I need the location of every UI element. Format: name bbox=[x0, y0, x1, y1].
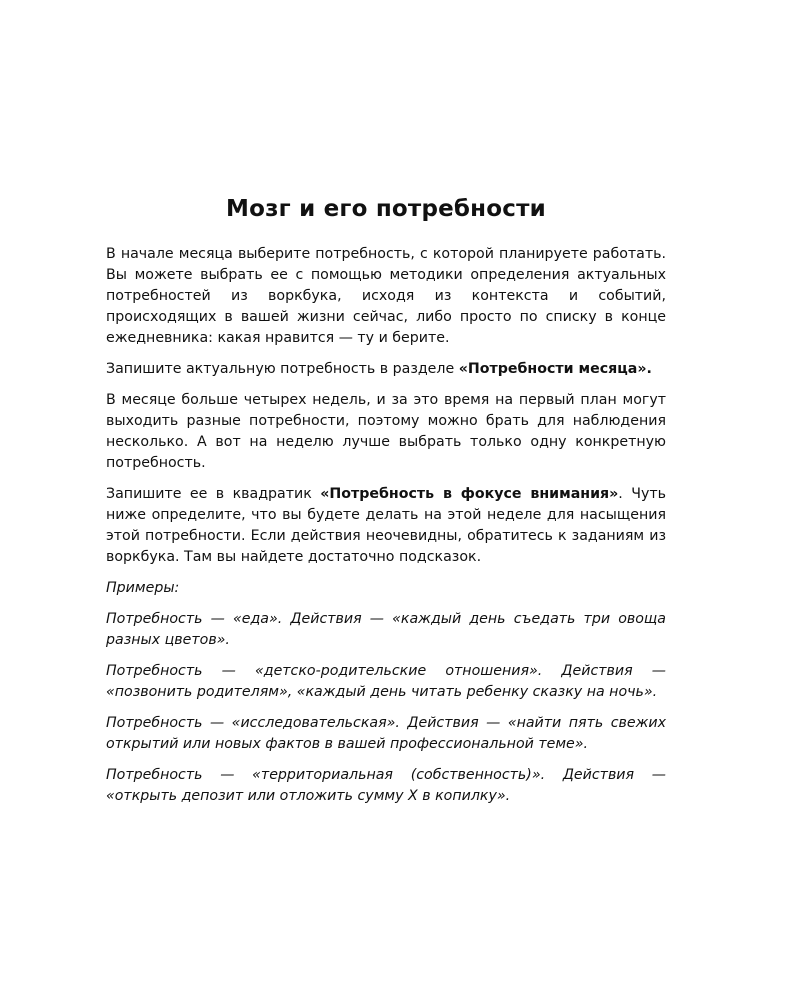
example-item: Потребность — «исследовательская». Действия — «найти пять свежих открытий или новых фактов в вашей профессиональной теме». bbox=[106, 715, 666, 752]
paragraph-focus-need-rest: . Чуть ниже определите, что вы будете делать на этой неделе для насыщения этой потребности. Если действия неочевидны, обратитесь к заданиям из воркбука. Там вы найдете достаточно подсказок. bbox=[106, 486, 666, 565]
paragraph-focus-need-text: Запишите ее в квадратик bbox=[106, 486, 321, 502]
monthly-needs-section-name: «Потребности месяца». bbox=[458, 361, 652, 377]
example-item: Потребность — «территориальная (собственность)». Действия — «открыть депозит или отложить сумму Х в копилку». bbox=[106, 767, 666, 804]
page-content bbox=[106, 196, 666, 817]
example-item: Потребность — «детско-родительские отношения». Действия — «позвонить родителям», «каждый день читать ребенку сказку на ночь». bbox=[106, 663, 666, 700]
paragraph-weeks: В месяце больше четырех недель, и за это время на первый план могут выходить разные потребности, поэтому можно брать для наблюдения несколько. А вот на неделю лучше выбрать только одну конкретную потребность. bbox=[106, 392, 666, 471]
paragraph-focus-need bbox=[106, 484, 666, 568]
focus-need-box-name: «Потребность в фокусе внимания» bbox=[320, 486, 619, 502]
paragraph-intro: В начале месяца выберите потребность, с которой планируете работать. Вы можете выбрать ее с помощью методики определения актуальных потребностей из воркбука, исходя из контекста и событий, происходящих в вашей жизни сейчас, либо просто по списку в конце ежедневника: какая нравится — ту и берите. bbox=[106, 246, 666, 346]
paragraph-monthly-needs-text: Запишите актуальную потребность в разделе bbox=[106, 361, 459, 377]
example-item: Потребность — «еда». Действия — «каждый день съедать три овоща разных цветов». bbox=[106, 611, 666, 648]
examples-heading: Примеры: bbox=[106, 580, 180, 596]
paragraph-monthly-needs bbox=[106, 359, 666, 380]
page-title: Мозг и его потребности bbox=[226, 196, 546, 222]
